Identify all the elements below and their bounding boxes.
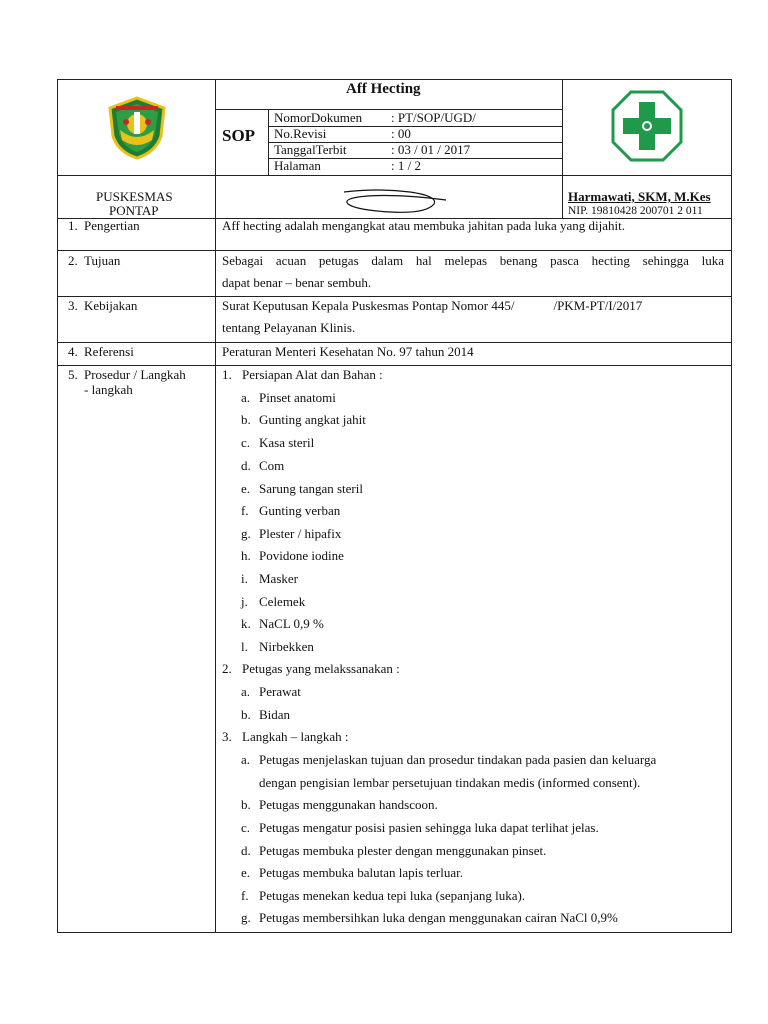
header-bottom-rule	[57, 175, 732, 176]
meta-value-nomor: : PT/SOP/UGD/	[391, 110, 476, 125]
meta-label-tanggal: TanggalTerbit	[274, 142, 347, 157]
header-divider-right	[562, 79, 563, 219]
section-5-number: 5.	[68, 367, 78, 382]
list-item: Gunting verban	[259, 503, 341, 518]
signer-nip: NIP. 19810428 200701 2 011	[568, 205, 703, 217]
meta-label-nomor: NomorDokumen	[274, 110, 363, 125]
section-2-text-line2: dapat benar – benar sembuh.	[222, 275, 372, 290]
section-3-text-line2: tentang Pelayanan Klinis.	[222, 320, 356, 335]
section-4-number: 4.	[68, 344, 78, 359]
list-item-marker: g.	[241, 526, 251, 541]
list-item-marker: a.	[241, 752, 251, 767]
header-divider-left	[215, 79, 216, 933]
regional-emblem-logo	[106, 96, 168, 160]
section-1-text: Aff hecting adalah mengangkat atau membuka jahitan pada luka yang dijahit.	[222, 218, 625, 233]
section-4-label: Referensi	[84, 344, 134, 359]
meta-label-halaman: Halaman	[274, 158, 321, 173]
list-item-marker: b.	[241, 412, 251, 427]
list-item-continuation: dengan pengisian lembar persetujuan tindakan medis (informed consent).	[259, 775, 641, 790]
list-item-marker: g.	[241, 910, 251, 925]
list-item-marker: h.	[241, 548, 251, 563]
puskesmas-health-logo	[611, 90, 683, 162]
step-3-number: 3.	[222, 729, 232, 744]
meta-value-revisi: : 00	[391, 126, 411, 141]
org-name-line1: PUSKESMAS	[96, 189, 173, 204]
list-item-marker: d.	[241, 843, 251, 858]
table-border-left	[57, 79, 58, 933]
table-border-right	[731, 79, 732, 933]
section-1-number: 1.	[68, 218, 78, 233]
section-2-label: Tujuan	[84, 253, 121, 268]
section-1-label: Pengertian	[84, 218, 140, 233]
list-item: Petugas menggunakan handscoon.	[259, 797, 438, 812]
list-item-marker: b.	[241, 797, 251, 812]
list-item: Kasa steril	[259, 435, 315, 450]
sop-label: SOP	[222, 126, 256, 145]
meta-label-revisi: No.Revisi	[274, 126, 327, 141]
list-item-marker: i.	[241, 571, 248, 586]
section-4-text: Peraturan Menteri Kesehatan No. 97 tahun 2014	[222, 344, 474, 359]
step-1-title: Persiapan Alat dan Bahan :	[242, 367, 383, 382]
step-2-number: 2.	[222, 661, 232, 676]
list-item: NaCL 0,9 %	[259, 616, 324, 631]
section-2-text-line1: Sebagai acuan petugas dalam hal melepas benang pasca hecting sehingga luka	[222, 253, 724, 268]
section-3-number: 3.	[68, 298, 78, 313]
row-rule-5	[57, 365, 732, 366]
list-item-marker: j.	[241, 594, 248, 609]
meta-value-halaman: : 1 / 2	[391, 158, 421, 173]
row-rule-3	[57, 296, 732, 297]
section-3-text-line1: Surat Keputusan Kepala Puskesmas Pontap Nomor 445/ /PKM-PT/I/2017	[222, 298, 643, 313]
list-item: Pinset anatomi	[259, 390, 336, 405]
list-item-marker: c.	[241, 435, 251, 450]
step-2-title: Petugas yang melakssanakan :	[242, 661, 400, 676]
section-5-label-line1: Prosedur / Langkah	[84, 367, 186, 382]
list-item: Povidone iodine	[259, 548, 344, 563]
table-border-bottom	[57, 932, 732, 933]
row-rule-2	[57, 250, 732, 251]
document-title: Aff Hecting	[346, 81, 421, 97]
list-item-marker: d.	[241, 458, 251, 473]
list-item: Nirbekken	[259, 639, 314, 654]
table-border-top	[57, 79, 732, 80]
list-item: Petugas membuka balutan lapis terluar.	[259, 865, 463, 880]
list-item: Petugas menekan kedua tepi luka (sepanjang luka).	[259, 888, 526, 903]
list-item-marker: a.	[241, 390, 251, 405]
list-item-marker: l.	[241, 639, 248, 654]
list-item-marker: f.	[241, 503, 249, 518]
org-name-line2: PONTAP	[109, 203, 159, 218]
list-item: Petugas mengatur posisi pasien sehingga luka dapat terlihat jelas.	[259, 820, 599, 835]
list-item: Bidan	[259, 707, 291, 722]
list-item: Petugas membersihkan luka dengan menggunakan cairan NaCl 0,9%	[259, 910, 618, 925]
list-item: Gunting angkat jahit	[259, 412, 366, 427]
list-item: Celemek	[259, 594, 306, 609]
step-1-number: 1.	[222, 367, 232, 382]
list-item-marker: c.	[241, 820, 251, 835]
signature	[338, 186, 450, 216]
list-item-marker: k.	[241, 616, 251, 631]
list-item-marker: e.	[241, 481, 251, 496]
step-3-title: Langkah – langkah :	[242, 729, 349, 744]
list-item-marker: e.	[241, 865, 251, 880]
list-item-marker: b.	[241, 707, 251, 722]
list-item: Sarung tangan steril	[259, 481, 363, 496]
list-item-marker: f.	[241, 888, 249, 903]
list-item: Petugas menjelaskan tujuan dan prosedur tindakan pada pasien dan keluarga	[259, 752, 657, 767]
list-item-marker: a.	[241, 684, 251, 699]
title-rule	[215, 109, 562, 110]
signer-name: Harmawati, SKM, M.Kes	[568, 189, 711, 204]
list-item: Plester / hipafix	[259, 526, 342, 541]
section-2-number: 2.	[68, 253, 78, 268]
section-3-label: Kebijakan	[84, 298, 138, 313]
section-5-label-line2: - langkah	[84, 382, 133, 397]
meta-value-tanggal: : 03 / 01 / 2017	[391, 142, 471, 157]
list-item: Perawat	[259, 684, 301, 699]
list-item: Masker	[259, 571, 298, 586]
list-item: Com	[259, 458, 285, 473]
list-item: Petugas membuka plester dengan menggunakan pinset.	[259, 843, 547, 858]
row-rule-4	[57, 342, 732, 343]
